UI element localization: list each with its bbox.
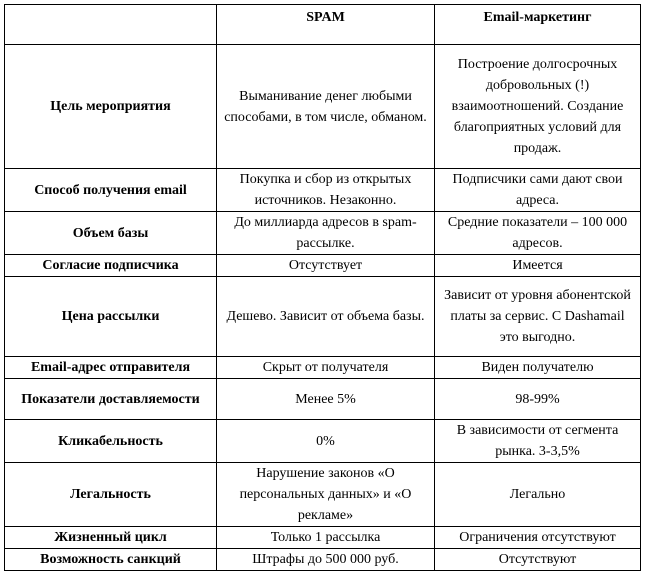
- table-row: [5, 45, 641, 169]
- email-marketing-cell: Ограничения отсутствуют: [435, 527, 641, 549]
- header-spam: SPAM: [217, 5, 435, 45]
- comparison-table: [4, 4, 641, 571]
- spam-cell: Штрафы до 500 000 руб.: [217, 549, 435, 571]
- spam-cell: Выманивание денег любыми способами, в том числе, обманом.: [217, 45, 435, 169]
- table-row: [5, 169, 641, 212]
- row-label: Цель мероприятия: [5, 45, 217, 169]
- spam-cell: Скрыт от получателя: [217, 357, 435, 379]
- spam-cell: Только 1 рассылка: [217, 527, 435, 549]
- table-row: [5, 549, 641, 571]
- header-empty: [5, 5, 217, 45]
- email-marketing-cell: Отсутствуют: [435, 549, 641, 571]
- row-label: Email-адрес отправителя: [5, 357, 217, 379]
- spam-cell: Менее 5%: [217, 379, 435, 420]
- email-marketing-cell: Зависит от уровня абонентской платы за сервис. С Dashamail это выгодно.: [435, 277, 641, 357]
- row-label: Объем базы: [5, 212, 217, 255]
- header-row: [5, 5, 641, 45]
- table-row: [5, 255, 641, 277]
- row-label: Способ получения email: [5, 169, 217, 212]
- row-label: Показатели доставляемости: [5, 379, 217, 420]
- row-label: Согласие подписчика: [5, 255, 217, 277]
- header-email-marketing: Email-маркетинг: [435, 5, 641, 45]
- table-row: [5, 212, 641, 255]
- email-marketing-cell: Легально: [435, 463, 641, 527]
- spam-cell: 0%: [217, 420, 435, 463]
- row-label: Возможность санкций: [5, 549, 217, 571]
- email-marketing-cell: Виден получателю: [435, 357, 641, 379]
- row-label: Легальность: [5, 463, 217, 527]
- table-row: [5, 420, 641, 463]
- spam-cell: До миллиарда адресов в spam-рассылке.: [217, 212, 435, 255]
- table-row: [5, 277, 641, 357]
- table-row: [5, 463, 641, 527]
- row-label: Кликабельность: [5, 420, 217, 463]
- email-marketing-cell: Имеется: [435, 255, 641, 277]
- spam-cell: Отсутствует: [217, 255, 435, 277]
- email-marketing-cell: Средние показатели – 100 000 адресов.: [435, 212, 641, 255]
- email-marketing-cell: В зависимости от сегмента рынка. 3-3,5%: [435, 420, 641, 463]
- email-marketing-cell: Построение долгосрочных добровольных (!) взаимоотношений. Создание благоприятных условий для продаж.: [435, 45, 641, 169]
- row-label: Цена рассылки: [5, 277, 217, 357]
- table-row: [5, 379, 641, 420]
- table-row: [5, 357, 641, 379]
- spam-cell: Нарушение законов «О персональных данных» и «О рекламе»: [217, 463, 435, 527]
- row-label: Жизненный цикл: [5, 527, 217, 549]
- email-marketing-cell: Подписчики сами дают свои адреса.: [435, 169, 641, 212]
- table-row: [5, 527, 641, 549]
- spam-cell: Покупка и сбор из открытых источников. Незаконно.: [217, 169, 435, 212]
- spam-cell: Дешево. Зависит от объема базы.: [217, 277, 435, 357]
- email-marketing-cell: 98-99%: [435, 379, 641, 420]
